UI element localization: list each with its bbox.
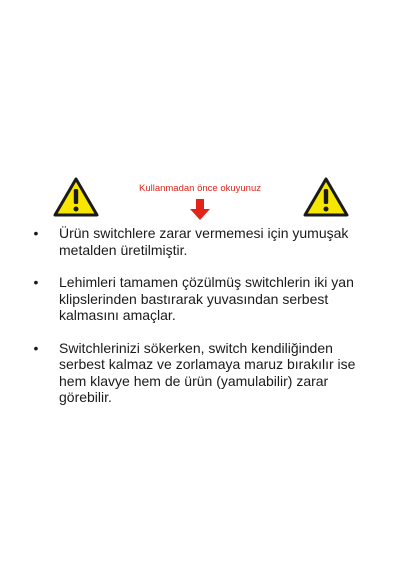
- bullet-marker: •: [33, 225, 39, 241]
- arrow-down-icon: [190, 199, 210, 220]
- bullet-marker: •: [33, 339, 39, 356]
- bullet-text: Lehimleri tamamen çözülmüş switchlerin iki yan klipslerinden bastırarak yuvasından serbest kalmasını amaçlar.: [59, 274, 354, 323]
- bullet-text: Switchlerinizi sökerken, switch kendiliğinden serbest kalmaz ve zorlamaya maruz bırakılır ise hem klavye hem de ürün (yamulabilir) zarar görebilir.: [59, 339, 356, 405]
- bullet-marker: •: [33, 274, 39, 290]
- bullet-text: Ürün switchlere zarar vermemesi için yumuşak metalden üretilmiştir.: [59, 225, 349, 258]
- warning-icon: [302, 176, 350, 218]
- read-before-use-notice: Kullanmadan önce okuyunuz: [138, 183, 261, 194]
- list-item: [30, 340, 370, 406]
- instructions-list: [30, 225, 370, 422]
- list-item: [30, 225, 370, 258]
- list-item: [30, 274, 370, 324]
- warning-icon: [52, 176, 100, 218]
